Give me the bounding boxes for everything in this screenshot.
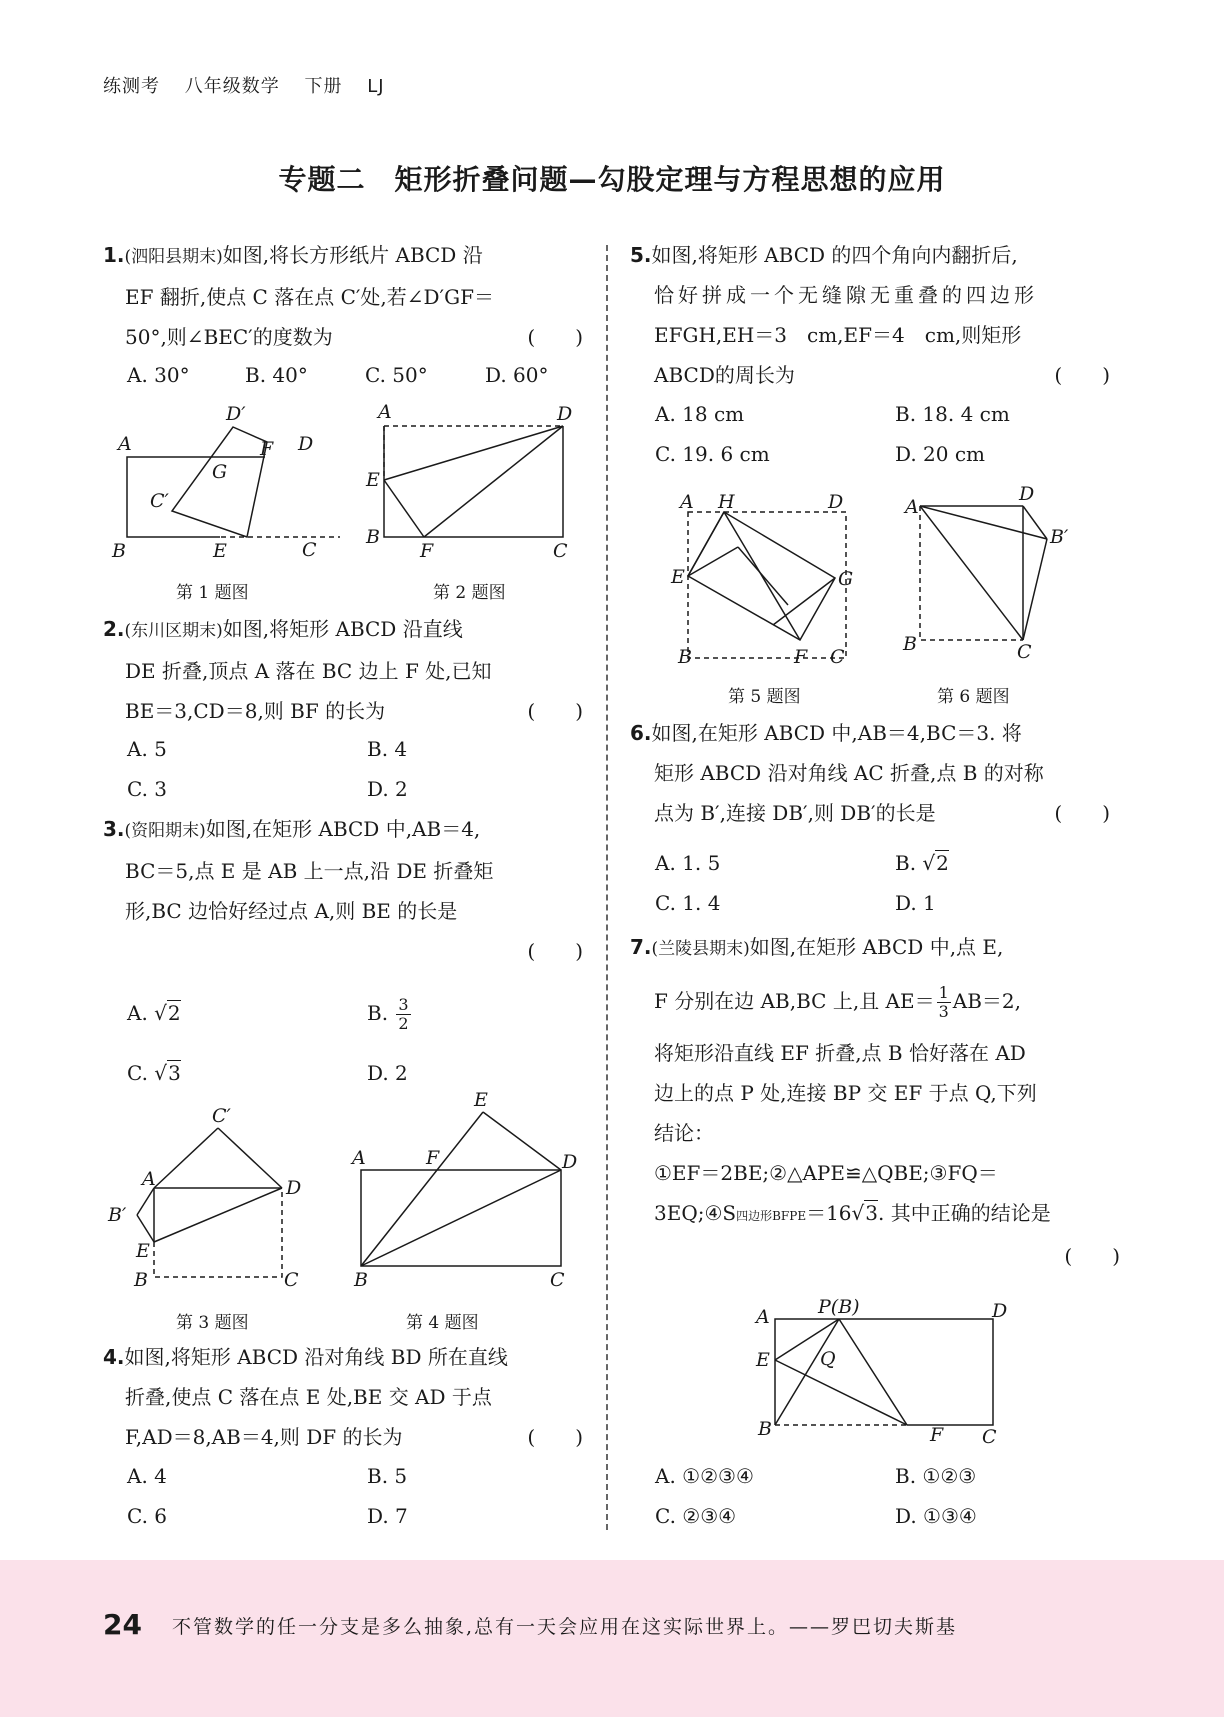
question-number: 5. xyxy=(630,243,652,267)
option-b[interactable]: B. 18. 4 cm xyxy=(895,402,1010,426)
label-D: D xyxy=(992,1300,1008,1322)
figure-1-corner-c xyxy=(290,480,330,560)
option-d[interactable]: D. 1 xyxy=(895,891,936,915)
question-text: 点为 B′,连接 DB′,则 DB′的长是 xyxy=(654,801,936,825)
question-text: 如图,在矩形 ABCD 中,AB＝4, xyxy=(205,817,481,841)
label-Bp: B′ xyxy=(1050,526,1069,548)
option-d[interactable]: D. ①③④ xyxy=(895,1504,977,1528)
question-1 xyxy=(103,235,583,357)
question-source: (东川区期末) xyxy=(124,621,223,641)
radicand: 3 xyxy=(168,1061,181,1085)
question-source: (泗阳县期末) xyxy=(124,247,223,267)
label-H: H xyxy=(718,491,735,513)
label-C: C xyxy=(302,539,317,560)
option-b[interactable]: B. 5 xyxy=(367,1464,408,1488)
figure-7 xyxy=(750,1295,1020,1455)
question-text: 矩形 ABCD 沿对角线 AC 折叠,点 B 的对称 xyxy=(654,761,1044,785)
question-number: 3. xyxy=(103,817,125,841)
volume: 下册 xyxy=(304,76,343,97)
label-C: C xyxy=(284,1269,299,1290)
question-5 xyxy=(630,235,1110,395)
figure-5 xyxy=(670,485,860,665)
option-a[interactable]: A. 1. 5 xyxy=(655,851,721,875)
label-B: B xyxy=(678,646,692,665)
question-text: BE＝3,CD＝8,则 BF 的长为 xyxy=(125,699,386,723)
question-text: EFGH,EH＝3 cm,EF＝4 cm,则矩形 xyxy=(654,323,1022,347)
question-text: 如图,将矩形 ABCD 的四个角向内翻折后, xyxy=(651,243,1018,267)
option-c[interactable]: C. ②③④ xyxy=(655,1504,737,1528)
conclusion-4: 3EQ;④S xyxy=(654,1201,737,1225)
question-4 xyxy=(103,1337,583,1457)
label-F: F xyxy=(426,1147,440,1169)
label-B: B xyxy=(758,1418,772,1440)
option-c[interactable]: C. 3 xyxy=(127,777,168,801)
label-C: C xyxy=(1017,641,1032,660)
label-A: A xyxy=(756,1306,770,1328)
label-G: G xyxy=(838,568,854,590)
option-a[interactable]: A. 18 cm xyxy=(655,402,745,426)
label-E: E xyxy=(213,540,227,562)
option-d[interactable]: D. 2 xyxy=(367,777,408,801)
fraction: $\frac{1}{3}$ xyxy=(938,983,949,1021)
label-F: F xyxy=(260,438,274,460)
label-Cp: C′ xyxy=(212,1105,231,1127)
answer-blank[interactable]: ( ) xyxy=(527,325,583,349)
label-E: E xyxy=(671,566,685,588)
running-header xyxy=(103,72,403,98)
caption-figure-6: 第 6 题图 xyxy=(937,687,1010,707)
subscript: 四边形BFPE xyxy=(736,1209,807,1223)
label-A: A xyxy=(378,401,392,423)
grade-subject: 八年级数学 xyxy=(184,76,280,97)
label-D: D xyxy=(1019,483,1035,505)
label-B: B xyxy=(354,1269,368,1290)
option-c[interactable]: C. 1. 4 xyxy=(655,891,721,915)
option-a[interactable]: A. 30° xyxy=(127,363,190,387)
label-D: D xyxy=(298,433,314,455)
question-number: 6. xyxy=(630,721,652,745)
label-Bp: B′ xyxy=(108,1204,127,1226)
question-text: 如图,在矩形 ABCD 中,点 E, xyxy=(749,935,1004,959)
option-d[interactable]: D. 60° xyxy=(485,363,549,387)
label-A: A xyxy=(352,1147,366,1169)
caption-figure-2: 第 2 题图 xyxy=(433,583,506,603)
radicand: 2 xyxy=(936,851,949,875)
conclusion-4-value: ＝16 xyxy=(806,1201,852,1225)
question-6 xyxy=(630,713,1110,833)
question-text: 形,BC 边恰好经过点 A,则 BE 的长是 xyxy=(125,899,458,923)
options-block xyxy=(655,843,1115,923)
option-a[interactable]: A. 5 xyxy=(127,737,167,761)
label-E: E xyxy=(136,1240,150,1262)
question-2 xyxy=(103,609,583,731)
question-text: F 分别在边 AB,BC 上,且 AE＝ xyxy=(654,989,935,1013)
label-E: E xyxy=(366,469,380,491)
question-text: 如图,在矩形 ABCD 中,AB＝4,BC＝3. 将 xyxy=(651,721,1022,745)
figure-1-right xyxy=(280,430,320,470)
label-F: F xyxy=(420,540,434,562)
question-text: BC＝5,点 E 是 AB 上一点,沿 DE 折叠矩 xyxy=(125,859,494,883)
options-row xyxy=(127,355,587,395)
options-block xyxy=(655,1456,1115,1536)
edition: LJ xyxy=(367,76,385,97)
label-Q: Q xyxy=(820,1348,836,1370)
label-C: C xyxy=(550,1269,565,1290)
question-text: 50°,则∠BEC′的度数为 xyxy=(125,325,333,349)
label-A: A xyxy=(118,433,132,455)
option-d[interactable]: D. 20 cm xyxy=(895,442,986,466)
label-D: D xyxy=(828,491,844,513)
answer-blank[interactable]: ( ) xyxy=(527,699,583,723)
option-c[interactable]: C. 6 xyxy=(127,1504,168,1528)
label-C: C xyxy=(830,646,845,665)
question-3 xyxy=(103,809,583,971)
fraction: $\frac{3}{2}$ xyxy=(398,995,409,1033)
page-title: 专题二 矩形折叠问题—勾股定理与方程思想的应用 xyxy=(278,163,946,196)
option-c[interactable]: C. 50° xyxy=(365,363,428,387)
question-number: 7. xyxy=(630,935,652,959)
option-a[interactable]: A. √2 xyxy=(127,1001,181,1025)
label-G: G xyxy=(212,461,228,483)
answer-blank[interactable]: ( ) xyxy=(1054,363,1110,387)
question-text: ABCD的周长为 xyxy=(654,363,795,387)
options-block xyxy=(127,1456,587,1536)
option-b[interactable]: B. 4 xyxy=(367,737,408,761)
answer-blank[interactable]: ( ) xyxy=(527,1425,583,1449)
question-text: 恰好拼成一个无缝隙无重叠的四边形 xyxy=(654,283,1038,307)
figure-2 xyxy=(360,400,590,570)
label-E: E xyxy=(756,1349,770,1371)
label-P: P(B) xyxy=(818,1296,860,1318)
label-E: E xyxy=(474,1090,488,1111)
options-block xyxy=(127,729,587,809)
question-source: (资阳期末) xyxy=(124,821,206,841)
label-B: B xyxy=(366,526,380,548)
question-number: 4. xyxy=(103,1345,125,1369)
option-a[interactable]: A. ①②③④ xyxy=(655,1464,754,1488)
label-A: A xyxy=(142,1168,156,1190)
radicand: 3 xyxy=(865,1201,879,1225)
option-a[interactable]: A. 4 xyxy=(127,1464,167,1488)
question-source: (兰陵县期末) xyxy=(651,939,750,959)
label-B: B xyxy=(112,540,126,562)
option-d[interactable]: D. 2 xyxy=(367,1061,408,1085)
answer-blank[interactable]: ( ) xyxy=(1064,1244,1120,1268)
figure-4 xyxy=(350,1090,590,1290)
question-text: 如图,将矩形 ABCD 沿对角线 BD 所在直线 xyxy=(124,1345,508,1369)
footer-quote: 不管数学的任一分支是多么抽象,总有一天会应用在这实际世界上。——罗巴切夫斯基 xyxy=(172,1616,958,1638)
caption-figure-5: 第 5 题图 xyxy=(728,687,801,707)
question-number: 2. xyxy=(103,617,125,641)
conclusions: ①EF＝2BE;②△APE≌△QBE;③FQ＝ xyxy=(654,1161,998,1185)
label-B: B xyxy=(903,633,917,655)
option-c[interactable]: C. 19. 6 cm xyxy=(655,442,770,466)
question-text: 边上的点 P 处,连接 BP 交 EF 于点 Q,下列 xyxy=(654,1081,1037,1105)
label-C: C xyxy=(553,540,568,562)
question-text: . 其中正确的结论是 xyxy=(878,1201,1051,1225)
page-number: 24 xyxy=(103,1608,142,1641)
option-b[interactable]: B. $\frac{3}{2}$ xyxy=(367,995,409,1033)
question-text: 将矩形沿直线 EF 折叠,点 B 恰好落在 AD xyxy=(654,1041,1026,1065)
figure-6 xyxy=(895,480,1085,660)
column-divider xyxy=(606,245,608,1530)
options-block xyxy=(655,394,1115,474)
caption-figure-4: 第 4 题图 xyxy=(406,1313,479,1333)
question-7: 7.(兰陵县期末)如图,在矩形 ABCD 中,点 E, F 分别在边 AB,BC 上,且 AE＝ $\frac{1}{3}$ AB＝2, 将矩形沿直线 EF 折叠,点 B 恰好落在 AD 边上的点 P 处,连接 BP 交 EF 于点 Q,下列 结论： ①EF＝2BE;②△APE≌△QBE;③FQ＝ 3EQ;④S四边形BFPE＝16√3. 其中正确的结论是 ( ) xyxy=(630,927,1120,1276)
label-D: D xyxy=(562,1151,578,1173)
label-F: F xyxy=(794,646,808,665)
answer-blank[interactable]: ( ) xyxy=(1054,801,1110,825)
question-text: 结论： xyxy=(654,1121,714,1145)
caption-figure-3: 第 3 题图 xyxy=(176,1313,249,1333)
option-b[interactable]: B. ①②③ xyxy=(895,1464,977,1488)
radicand: 2 xyxy=(167,1001,181,1025)
label-B: B xyxy=(134,1269,148,1290)
question-number: 1. xyxy=(103,243,125,267)
option-b[interactable]: B. √2 xyxy=(895,851,949,875)
option-c[interactable]: C. √3 xyxy=(127,1061,181,1085)
question-text: DE 折叠,顶点 A 落在 BC 边上 F 处,已知 xyxy=(125,659,492,683)
question-text: AB＝2, xyxy=(952,989,1021,1013)
label-C: C xyxy=(982,1426,997,1448)
question-text: 折叠,使点 C 落在点 E 处,BE 交 AD 于点 xyxy=(125,1385,492,1409)
question-text: 如图,将矩形 ABCD 沿直线 xyxy=(222,617,463,641)
label-A: A xyxy=(905,496,919,518)
label-A: A xyxy=(680,491,694,513)
option-d[interactable]: D. 7 xyxy=(367,1504,408,1528)
label-Cp: C′ xyxy=(150,490,169,512)
options-block xyxy=(127,983,587,1103)
label-D: D xyxy=(286,1177,302,1199)
option-b[interactable]: B. 40° xyxy=(245,363,308,387)
question-text: EF 翻折,使点 C 落在点 C′处,若∠D′GF＝ xyxy=(125,285,494,309)
label-D: D xyxy=(557,403,573,425)
label-F: F xyxy=(930,1424,944,1446)
answer-blank[interactable]: ( ) xyxy=(527,939,583,963)
label-Dp: D′ xyxy=(226,403,246,425)
question-text: 如图,将长方形纸片 ABCD 沿 xyxy=(222,243,483,267)
figure-3 xyxy=(100,1100,320,1290)
question-text: F,AD＝8,AB＝4,则 DF 的长为 xyxy=(125,1425,403,1449)
caption-figure-1: 第 1 题图 xyxy=(176,583,249,603)
series-name: 练测考 xyxy=(103,76,160,97)
